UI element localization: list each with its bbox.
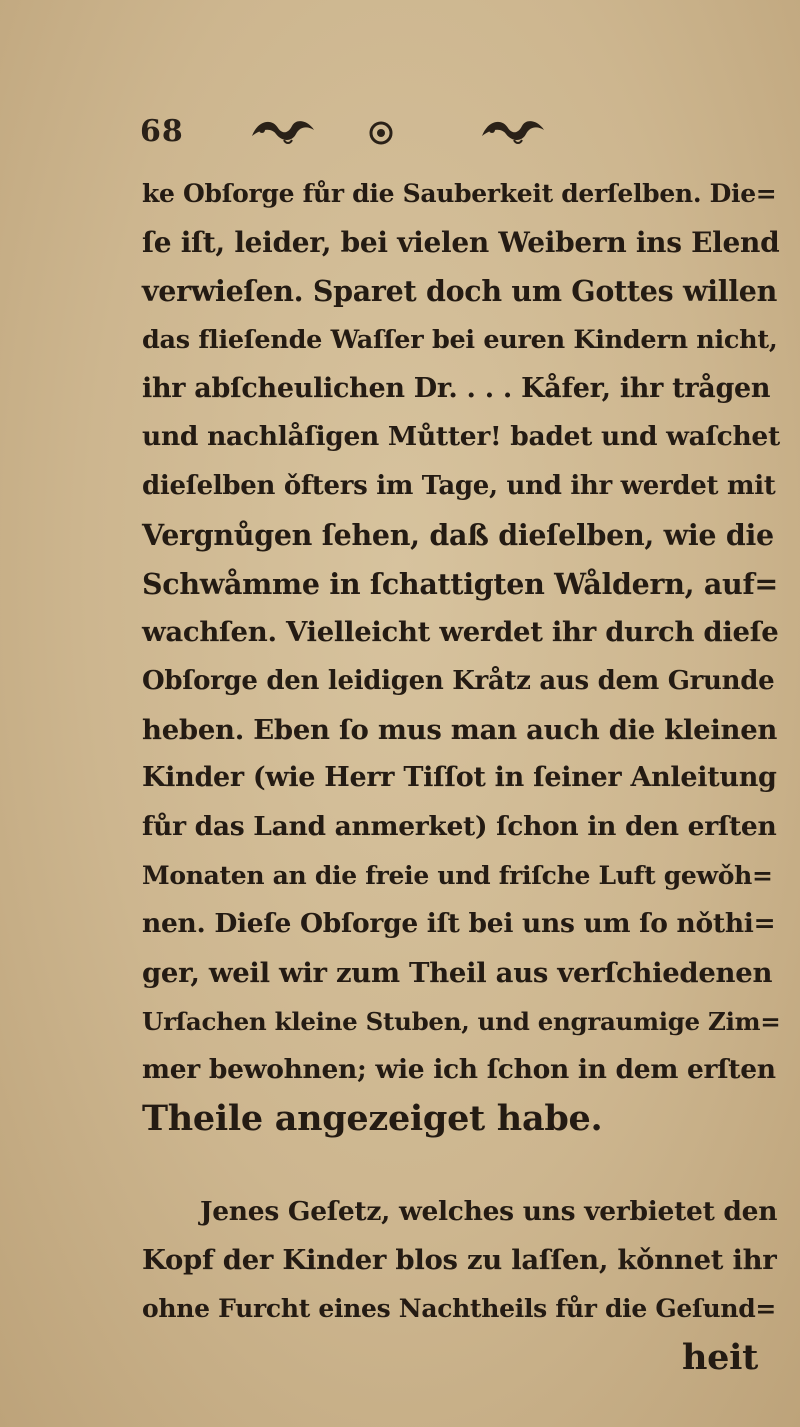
text-line: ke Obſorge fůr die Sauberkeit derſelben. Die=: [142, 179, 777, 208]
body-text: [142, 170, 782, 1383]
text-line: Vergnůgen ſehen, daß dieſelben, wie die: [142, 517, 774, 552]
text-line: mer bewohnen; wie ich ſchon in dem erſten: [142, 1054, 776, 1086]
page-number: 68: [140, 114, 184, 149]
text-line: dieſelben ǒfters im Tage, und ihr werdet mit: [142, 471, 776, 502]
text-line: Kopf der Kinder blos zu laſſen, kǒnnet ihr: [142, 1244, 777, 1277]
text-line: Urſachen kleine Stuben, und engraumige Zim=: [142, 1006, 781, 1036]
text-line: ohne Furcht eines Nachtheils fůr die Geſund=: [142, 1294, 777, 1324]
text-line: ihr abſcheulichen Dr. . . . Kåfer, ihr trågen: [142, 372, 771, 404]
text-line: heben. Eben ſo mus man auch die kleinen: [142, 713, 778, 746]
text-line: und nachlåſigen Můtter! badet und waſchet: [142, 421, 780, 453]
text-line: Obſorge den leidigen Kråtz aus dem Grunde: [142, 665, 775, 696]
rosette-center-icon: [368, 120, 394, 146]
catchword: heit: [682, 1336, 758, 1378]
text-line: fůr das Land anmerket) ſchon in den erſten: [142, 810, 777, 842]
text-line: Theile angezeiget habe.: [142, 1098, 603, 1140]
text-line: nen. Dieſe Obſorge iſt bei uns um ſo nǒthi=: [142, 908, 776, 940]
paragraph-gap: [142, 1144, 782, 1188]
fleuron-left-icon: [248, 112, 318, 148]
text-line: ger, weil wir zum Theil aus verſchiedenen: [142, 957, 773, 989]
text-line: das flieſende Waſſer bei euren Kindern nicht,: [142, 325, 778, 356]
text-line: Kinder (wie Herr Tiſſot in ſeiner Anleitung: [142, 762, 777, 794]
text-line: verwieſen. Sparet doch um Gottes willen: [142, 274, 778, 309]
text-line: Monaten an die freie und friſche Luft gewǒh=: [142, 860, 773, 890]
text-line: ſe iſt, leider, bei vielen Weibern ins Elend: [142, 225, 780, 259]
text-line: wachſen. Vielleicht werdet ihr durch dieſe: [142, 616, 779, 649]
text-line: Schwåmme in ſchattigten Wåldern, auf=: [142, 566, 779, 601]
text-line: Jenes Geſetz, welches uns verbietet den: [200, 1195, 778, 1227]
fleuron-right-icon: [478, 112, 548, 148]
page-header: [140, 108, 660, 158]
